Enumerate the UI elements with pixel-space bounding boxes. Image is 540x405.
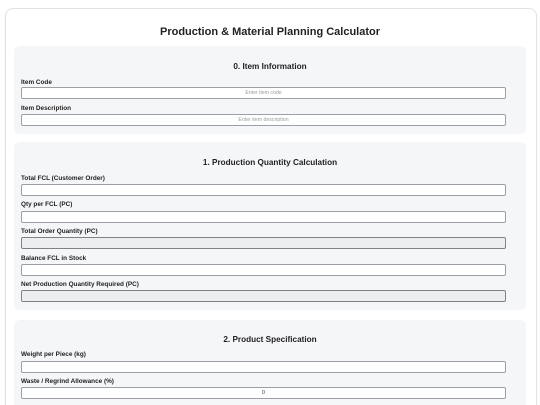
- item-code-label: Item Code: [21, 79, 52, 86]
- net-production-quantity-output: [21, 290, 506, 302]
- page-title: Production & Material Planning Calculator: [159, 26, 381, 38]
- section-item-information: [14, 46, 526, 134]
- section-production-quantity: [14, 142, 526, 310]
- total-fcl-label: Total FCL (Customer Order): [21, 175, 105, 182]
- total-fcl-input[interactable]: [21, 184, 506, 196]
- item-description-label: Item Description: [21, 105, 72, 112]
- waste-allowance-input[interactable]: [21, 387, 506, 399]
- section-product-specification: [14, 320, 526, 405]
- item-code-input[interactable]: [21, 87, 506, 99]
- item-description-input[interactable]: [21, 114, 506, 126]
- weight-per-piece-label: Weight per Piece (kg): [21, 351, 86, 358]
- weight-per-piece-input[interactable]: [21, 361, 506, 373]
- qty-per-fcl-label: Qty per FCL (PC): [21, 201, 73, 208]
- waste-allowance-label: Waste / Regrind Allowance (%): [21, 378, 114, 385]
- balance-fcl-input[interactable]: [21, 264, 506, 276]
- qty-per-fcl-input[interactable]: [21, 211, 506, 223]
- section-title: 0. Item Information: [233, 62, 307, 71]
- total-order-quantity-output: [21, 237, 506, 249]
- section-title: 1. Production Quantity Calculation: [202, 158, 338, 167]
- total-order-quantity-label: Total Order Quantity (PC): [21, 228, 98, 235]
- net-production-quantity-label: Net Production Quantity Required (PC): [21, 281, 139, 288]
- section-title: 2. Product Specification: [223, 335, 317, 344]
- balance-fcl-label: Balance FCL in Stock: [21, 255, 87, 262]
